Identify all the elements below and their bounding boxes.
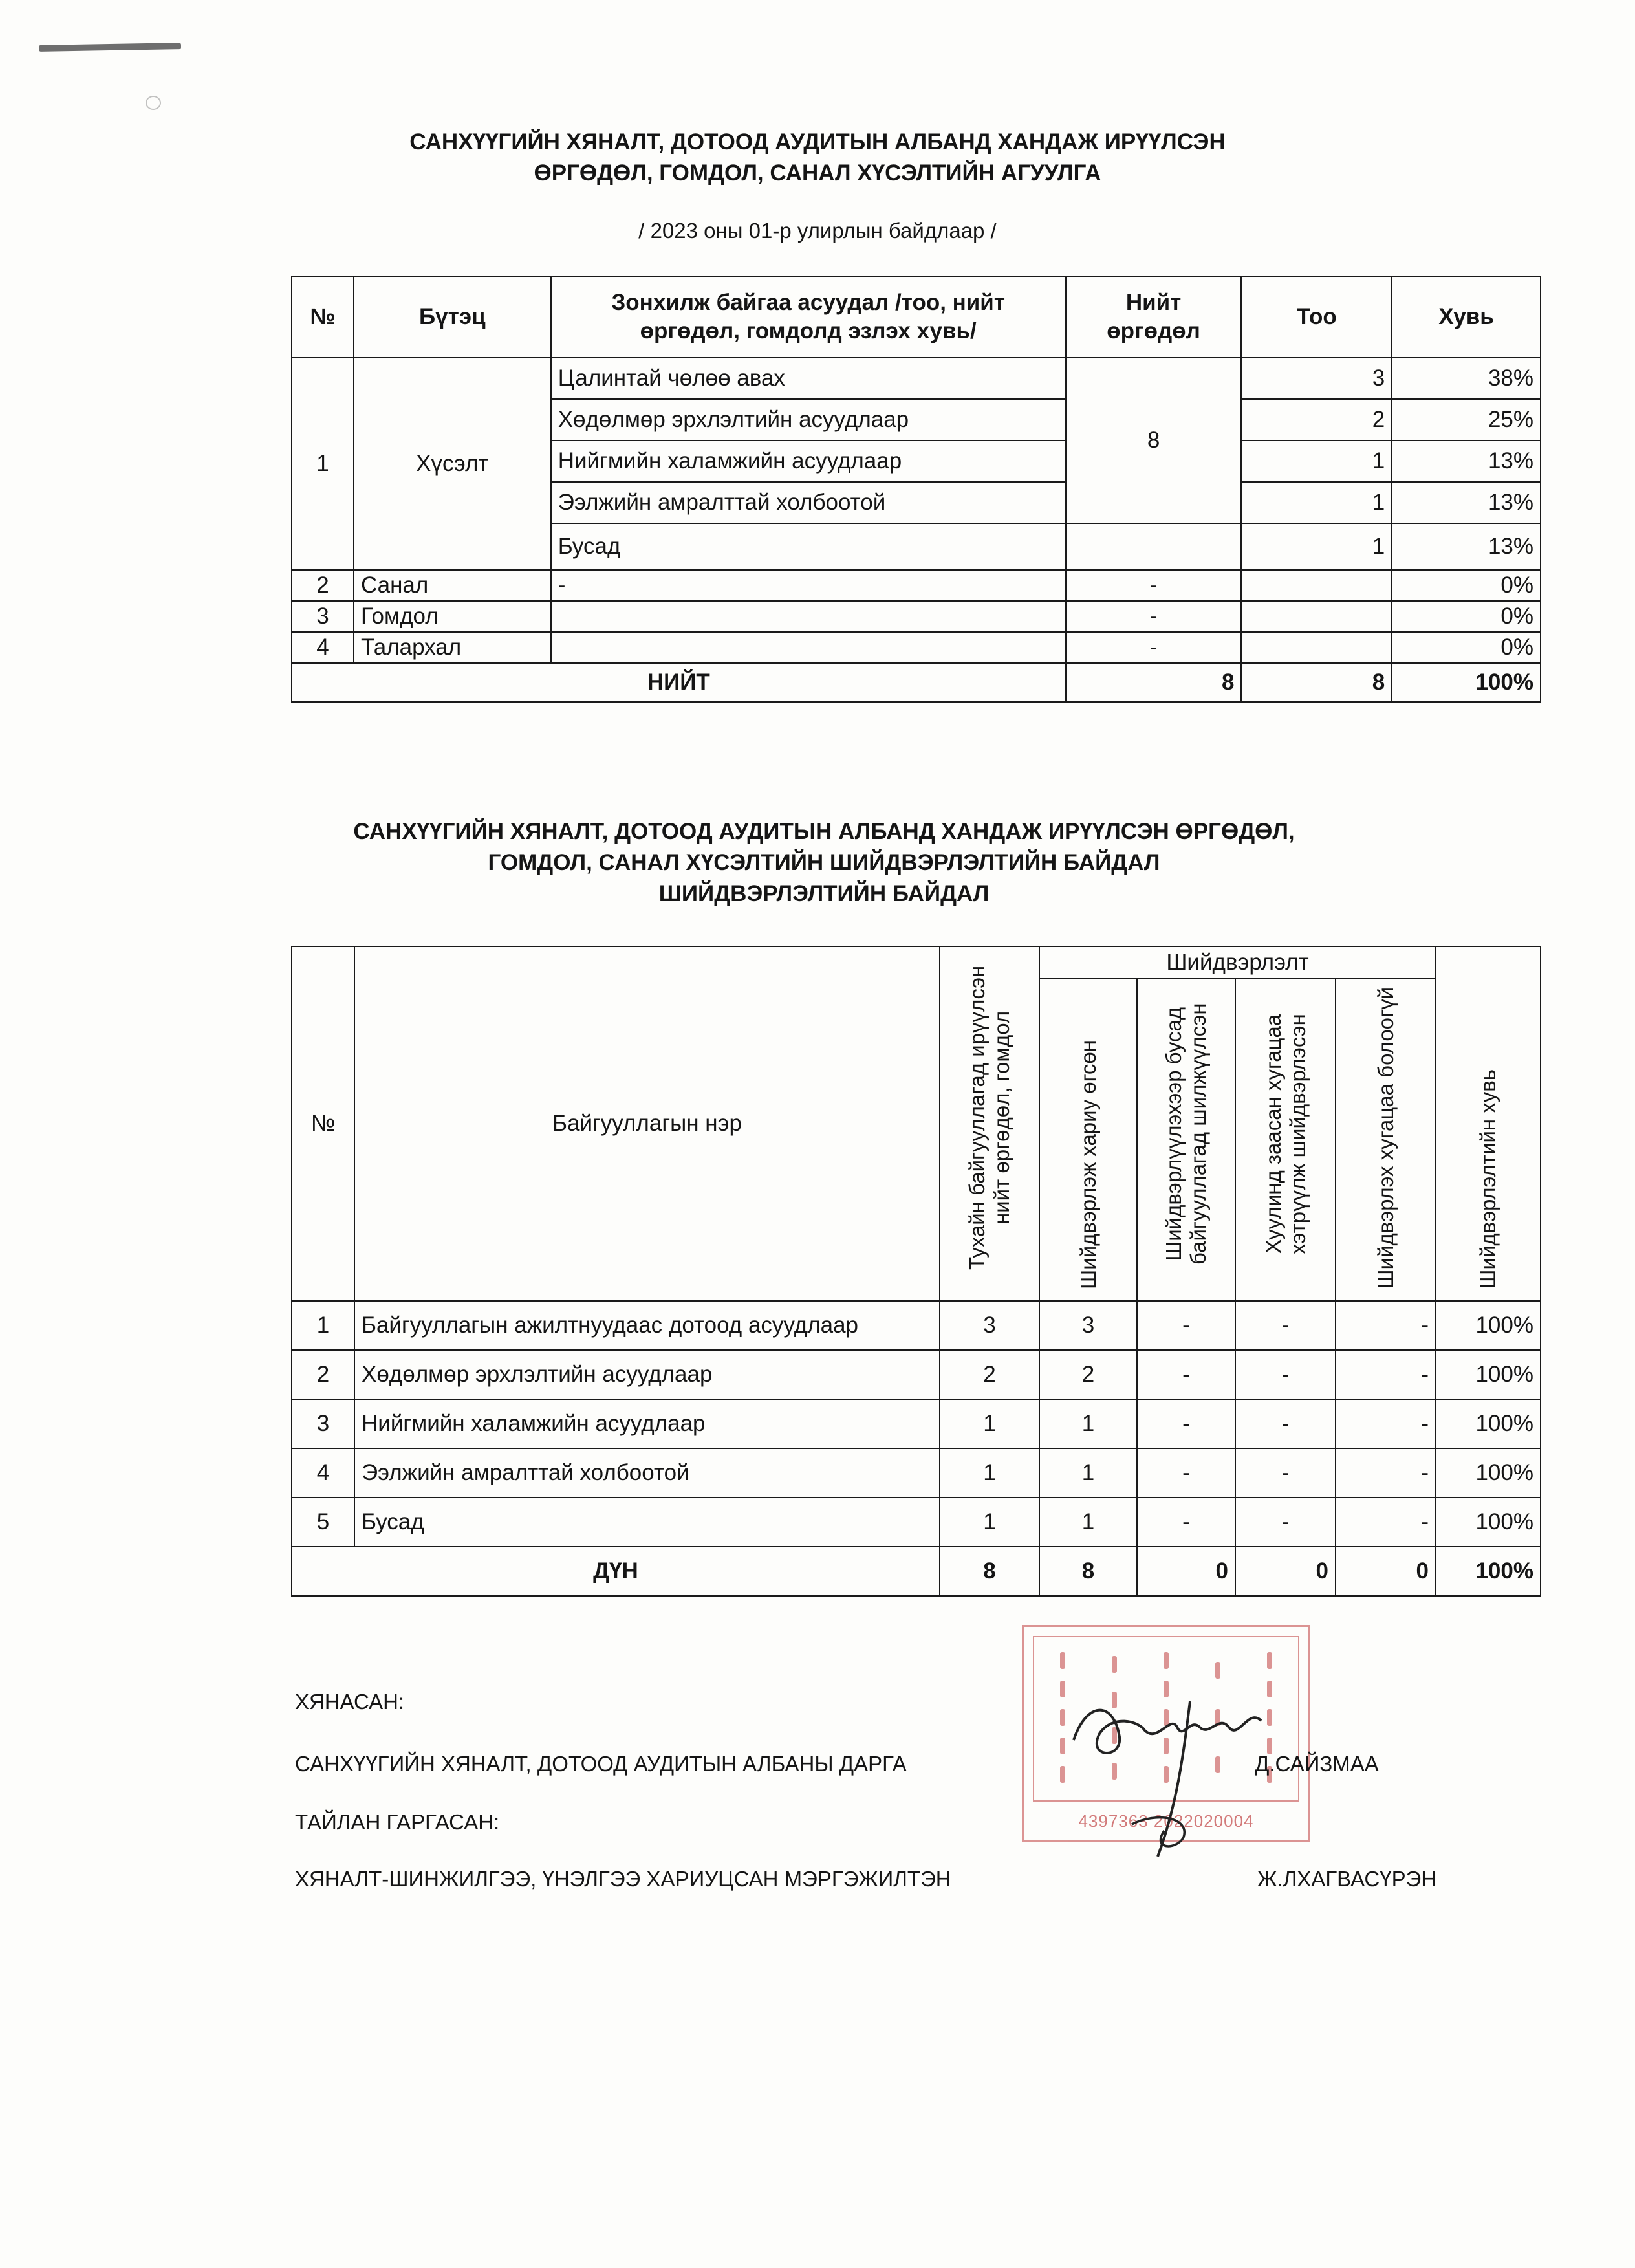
seal-number: 4397363 2022020004 [1078,1811,1254,1831]
scan-artifact [39,43,181,52]
col-structure: Бүтэц [354,276,551,358]
col-org: Байгууллагын нэр [354,946,940,1301]
table-row: 1 Байгууллагын ажилтнуудаас дотоод асуудлаар 3 3 - - - 100% [292,1301,1541,1350]
col-total: Нийт өргөдөл [1066,276,1242,358]
preparer-title: ХЯНАЛТ-ШИНЖИЛГЭЭ, ҮНЭЛГЭЭ ХАРИУЦСАН МЭРГЭЖИЛТЭН [295,1867,951,1891]
header-row [292,946,1541,979]
table-row: 4 Ээлжийн амралттай холбоотой 1 1 - - - 100% [292,1448,1541,1498]
table-row: 3 Нийгмийн халамжийн асуудлаар 1 1 - - - 100% [292,1399,1541,1448]
col-percent: Хувь [1392,276,1541,358]
table-row: 3 Гомдол - 0% [292,601,1541,632]
title-line: ГОМДОЛ, САНАЛ ХҮСЭЛТИЙН ШИЙДВЭРЛЭЛТИЙН БАЙДАЛ [488,850,1160,875]
col-rate: Шийдвэрлэлтийн хувь [1436,946,1541,1301]
table-row: Хөдөлмөр эрхлэлтийн асуудлаар 2 25% [292,399,1541,441]
document-title [0,127,1635,189]
col-overdue: Хуулинд заасан хугацаа хэтрүүлж шийдвэрлэсэн [1235,979,1336,1301]
col-count: Тоо [1241,276,1392,358]
resolution-table [291,946,1541,1597]
col-answered: Шийдвэрлэж хариу өгсөн [1039,979,1137,1301]
reviewed-label: ХЯНАСАН: [295,1690,405,1714]
col-pending: Шийдвэрлэх хугацаа болоогүй [1336,979,1436,1301]
reviewer-name: Д.САЙЗМАА [1255,1752,1379,1776]
table-row: 5 Бусад 1 1 - - - 100% [292,1498,1541,1547]
table-row: 1 Хүсэлт Цалинтай чөлөө авах 8 3 38% [292,358,1541,399]
total-row: НИЙТ 8 8 100% [292,663,1541,702]
table-row: Нийгмийн халамжийн асуудлаар 1 13% [292,441,1541,482]
col-no: № [292,946,354,1301]
reviewer-title: САНХҮҮГИЙН ХЯНАЛТ, ДОТООД АУДИТЫН АЛБАНЫ ДАРГА [295,1752,907,1776]
table-row: 2 Санал - - 0% [292,570,1541,601]
resolution-title [6,816,1635,910]
prepared-label: ТАЙЛАН ГАРГАСАН: [295,1810,500,1834]
header-row [292,276,1541,358]
title-line: ӨРГӨДӨЛ, ГОМДОЛ, САНАЛ ХҮСЭЛТИЙН АГУУЛГА [534,160,1101,186]
title-line: САНХҮҮГИЙН ХЯНАЛТ, ДОТООД АУДИТЫН АЛБАНД ХАНДАЖ ИРҮҮЛСЭН ӨРГӨДӨЛ, [353,819,1295,844]
table-row: Ээлжийн амралттай холбоотой 1 13% [292,482,1541,523]
col-issue: Зонхилж байгаа асуудал /тоо, нийт өргөдөл, гомдолд эзлэх хувь/ [551,276,1066,358]
col-forwarded: Шийдвэрлүүлэхээр бусад байгууллагад шилжүүлсэн [1137,979,1235,1301]
content-table [291,276,1541,703]
table-row: Бусад 1 13% [292,523,1541,570]
title-line: САНХҮҮГИЙН ХЯНАЛТ, ДОТООД АУДИТЫН АЛБАНД ХАНДАЖ ИРҮҮЛСЭН [409,129,1226,155]
handwritten-signature [1061,1663,1274,1870]
table-row: 2 Хөдөлмөр эрхлэлтийн асуудлаар 2 2 - - - 100% [292,1350,1541,1399]
col-resolution-group: Шийдвэрлэлт [1039,946,1436,979]
preparer-name: Ж.ЛХАГВАСҮРЭН [1257,1867,1437,1891]
table-row: 4 Талархал - 0% [292,632,1541,663]
total-row: ДҮН 8 8 0 0 0 100% [292,1547,1541,1596]
col-received: Тухайн байгууллагад ирүүлсэн нийт өргөдөл, гомдол [940,946,1039,1301]
scan-artifact [146,96,161,110]
title-line: ШИЙДВЭРЛЭЛТИЙН БАЙДАЛ [658,881,990,906]
col-no: № [292,276,354,358]
period-subtitle: / 2023 оны 01-р улирлын байдлаар / [638,219,997,243]
